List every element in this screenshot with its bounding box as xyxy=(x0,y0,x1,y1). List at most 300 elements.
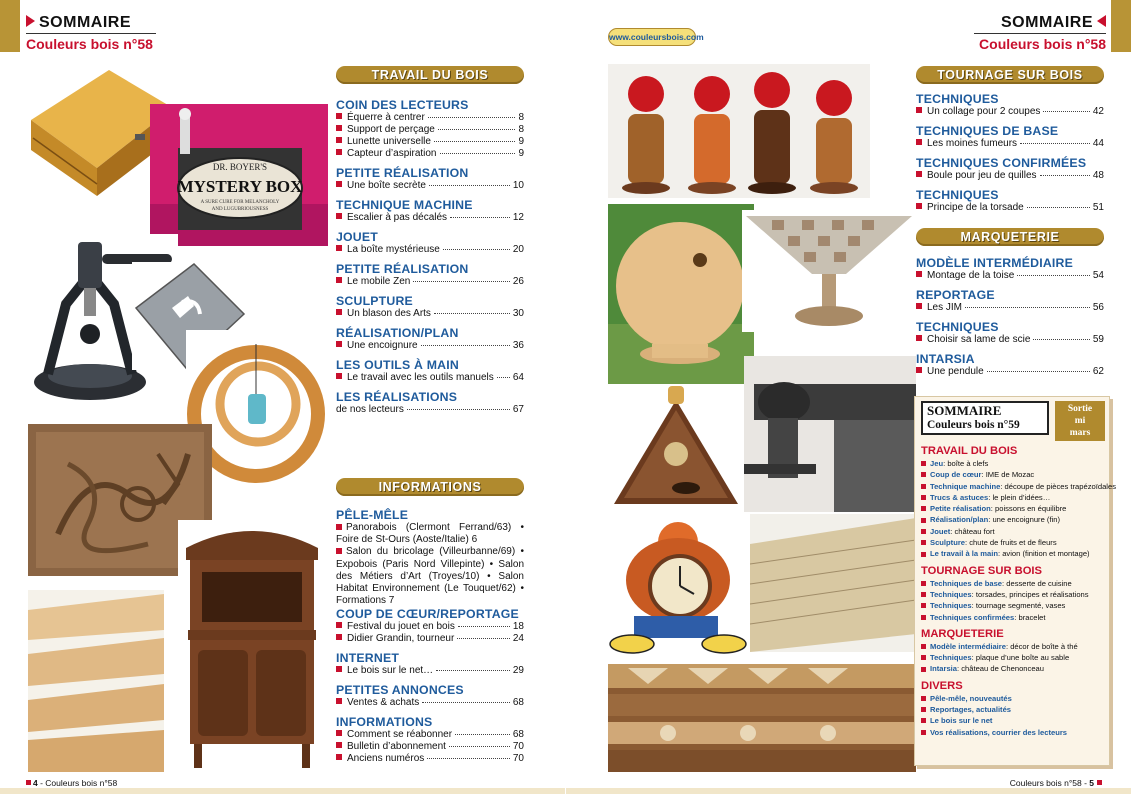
next-group-title-tournage-sur-bois: TOURNAGE SUR BOIS xyxy=(921,564,1043,577)
entry-title: Une encoignure xyxy=(347,340,418,351)
next-issue-item xyxy=(921,537,1107,548)
banner-marqueterie: MARQUETERIE xyxy=(916,228,1104,246)
next-item-description: : poissons en équilibre xyxy=(990,504,1067,514)
toc-entry[interactable] xyxy=(336,136,524,148)
dot-leader xyxy=(1033,339,1090,340)
next-issue-item xyxy=(921,704,1107,715)
toc-entry[interactable] xyxy=(336,753,524,765)
right-footer xyxy=(1010,778,1107,788)
pele-mele-paragraph-1 xyxy=(336,522,524,546)
bullet-icon xyxy=(336,113,342,119)
bullet-icon xyxy=(916,367,922,373)
bullet-icon xyxy=(336,730,342,736)
next-item-topic: Techniques xyxy=(930,589,972,599)
bullet-icon xyxy=(916,139,922,145)
toc-entry[interactable] xyxy=(336,697,524,709)
toc-entry[interactable] xyxy=(336,404,524,416)
entry-title: Équerre à centrer xyxy=(347,112,425,123)
photo-saw-blade-plywood xyxy=(750,514,916,652)
photo-marquetry-panels xyxy=(608,664,916,772)
next-issue-box xyxy=(914,396,1117,766)
toc-entry[interactable] xyxy=(916,202,1104,214)
toc-entry[interactable] xyxy=(336,340,524,352)
next-issue-item xyxy=(921,578,1107,589)
section-title-intarsia: INTARSIA xyxy=(916,352,975,366)
bullet-icon xyxy=(916,303,922,309)
toc-travail-du-bois xyxy=(336,98,524,416)
dot-leader xyxy=(440,153,516,154)
next-issue-item xyxy=(921,693,1107,704)
toc-entry[interactable] xyxy=(336,112,524,124)
bullet-icon xyxy=(921,655,926,660)
next-item-description: : avion (finition et montage) xyxy=(997,549,1090,559)
next-item-topic: Jeu xyxy=(930,459,944,468)
next-item-topic: Le travail à la main xyxy=(930,549,998,559)
section-title-petite-realisation: PETITE RÉALISATION xyxy=(336,166,469,180)
dot-leader xyxy=(422,702,510,703)
red-triangle-icon xyxy=(26,15,35,27)
bullet-icon xyxy=(921,730,926,735)
next-item-topic: Vos réalisations, courrier des lecteurs xyxy=(930,727,1068,737)
left-page xyxy=(0,0,565,800)
dot-leader xyxy=(428,117,516,118)
header-rule xyxy=(974,33,1106,34)
next-item-topic: Le bois sur le net xyxy=(930,716,993,726)
next-item-topic: Techniques xyxy=(930,653,972,663)
toc-informations xyxy=(336,508,524,765)
toc-entry[interactable] xyxy=(336,244,524,256)
section-title-modele-intermediaire: MODÈLE INTERMÉDIAIRE xyxy=(916,256,1074,270)
dot-leader xyxy=(434,141,515,142)
toc-entry[interactable] xyxy=(336,148,524,160)
dot-leader xyxy=(457,638,510,639)
dot-leader xyxy=(987,371,1090,372)
photo-old-vise xyxy=(744,356,916,512)
bullet-icon xyxy=(1097,780,1102,785)
left-footer xyxy=(26,778,117,788)
next-issue-item xyxy=(921,548,1107,559)
next-issue-item xyxy=(921,600,1107,611)
entry-page-number: 36 xyxy=(512,340,524,351)
entry-page-number: 54 xyxy=(1092,270,1104,281)
right-header xyxy=(974,14,1106,52)
dot-leader xyxy=(434,313,510,314)
entry-title: Le mobile Zen xyxy=(347,276,411,287)
toc-marqueterie xyxy=(916,256,1104,378)
bullet-icon xyxy=(921,696,926,701)
bullet-icon xyxy=(921,718,926,723)
entry-title: Une pendule xyxy=(927,366,984,377)
next-item-description: : tournage segmenté, vases xyxy=(971,601,1066,611)
section-title-realisation-plan: RÉALISATION/PLAN xyxy=(336,326,459,340)
bullet-icon xyxy=(916,271,922,277)
bullet-icon xyxy=(921,707,926,712)
bullet-icon xyxy=(921,581,926,586)
next-item-topic: Jouet xyxy=(930,526,951,536)
sign-line1: DR. BOYER'S xyxy=(212,162,268,172)
bullet-icon xyxy=(336,524,342,530)
sign-line4: AND LUGUBRIOUSNESS xyxy=(211,207,269,212)
bullet-icon xyxy=(916,171,922,177)
red-triangle-icon xyxy=(1097,15,1106,27)
dot-leader xyxy=(449,746,510,747)
next-item-topic: Sculpture xyxy=(930,538,966,548)
photo-mystery-box xyxy=(150,104,328,246)
entry-page-number: 42 xyxy=(1092,106,1104,117)
photo-bowling-ball xyxy=(608,204,754,388)
next-item-topic: Techniques xyxy=(930,601,972,611)
entry-title: Les JIM xyxy=(927,302,963,313)
entry-title: Choisir sa lame de scie xyxy=(927,334,1031,345)
next-issue-item xyxy=(921,727,1107,738)
banner-tournage-sur-bois: TOURNAGE SUR BOIS xyxy=(916,66,1104,84)
section-title-informations: INFORMATIONS xyxy=(336,715,433,730)
toc-entry[interactable] xyxy=(916,138,1104,150)
bullet-icon xyxy=(336,277,342,283)
bullet-icon xyxy=(336,754,342,760)
dot-leader xyxy=(1040,175,1090,176)
entry-title: Escalier à pas décalés xyxy=(347,212,448,223)
toc-entry[interactable] xyxy=(336,212,524,224)
next-item-description: : torsades, principes et réalisations xyxy=(971,589,1089,599)
bullet-icon xyxy=(336,245,342,251)
toc-info-sections xyxy=(336,607,524,765)
entry-page-number: 67 xyxy=(512,404,524,415)
bullet-icon xyxy=(921,603,926,608)
entry-title: Un blason des Arts xyxy=(347,308,431,319)
section-title-techniques: TECHNIQUES xyxy=(916,92,999,106)
next-issue-item xyxy=(921,458,1107,469)
bullet-icon xyxy=(336,698,342,704)
dot-leader xyxy=(443,249,510,250)
next-issue-item xyxy=(921,503,1107,514)
entry-title: Ventes & achats xyxy=(347,697,420,709)
next-item-description: : décor de boîte à thé xyxy=(1005,641,1078,651)
entry-title: Le bois sur le net… xyxy=(347,665,434,677)
bullet-icon xyxy=(336,666,342,672)
next-issue-item xyxy=(921,526,1107,537)
next-group-title-marqueterie: MARQUETERIE xyxy=(921,627,1004,640)
bullet-icon xyxy=(336,622,342,628)
entry-page-number: 8 xyxy=(518,112,524,123)
bullet-icon xyxy=(921,529,926,534)
next-item-topic: Petite réalisation xyxy=(930,504,991,514)
entry-page-number: 24 xyxy=(512,633,524,645)
entry-title: Comment se réabonner xyxy=(347,729,453,741)
bullet-icon xyxy=(336,213,342,219)
footer-text: - Couleurs bois n°58 xyxy=(37,778,118,788)
bullet-icon xyxy=(921,644,926,649)
entry-title: Une boîte secrète xyxy=(347,180,426,191)
banner-informations: INFORMATIONS xyxy=(336,478,524,496)
dot-leader xyxy=(450,217,510,218)
bullet-icon xyxy=(336,341,342,347)
toc-entry[interactable] xyxy=(336,180,524,192)
gold-edge-tab xyxy=(1111,0,1131,52)
section-title-techniques: TECHNIQUES xyxy=(916,188,999,202)
pele-mele-page-2: 7 xyxy=(388,595,395,607)
entry-page-number: 29 xyxy=(512,665,524,677)
entry-title: Anciens numéros xyxy=(347,753,425,765)
entry-page-number: 70 xyxy=(512,741,524,753)
next-item-description: : desserte de cuisine xyxy=(1002,578,1072,588)
next-item-topic: Réalisation/plan xyxy=(930,515,989,525)
dot-leader xyxy=(407,409,510,410)
next-issue-item xyxy=(921,715,1107,726)
section-title-techniques-de-base: TECHNIQUES DE BASE xyxy=(916,124,1059,138)
entry-title: Capteur d’aspiration xyxy=(347,148,437,159)
next-issue-item xyxy=(921,589,1107,600)
next-item-topic: Coup de cœur xyxy=(930,470,982,480)
entry-page-number: 12 xyxy=(512,212,524,223)
toc-entry[interactable] xyxy=(336,741,524,753)
section-title-petite-realisation: PETITE RÉALISATION xyxy=(336,262,469,276)
bullet-icon xyxy=(921,518,926,523)
section-title-petites-annonces: PETITES ANNONCES xyxy=(336,683,464,698)
entry-page-number: 68 xyxy=(512,697,524,709)
dot-leader xyxy=(1027,207,1090,208)
toc-entry[interactable] xyxy=(916,334,1104,346)
toc-entry[interactable] xyxy=(916,270,1104,282)
section-title-pele-mele: PÊLE-MÊLE xyxy=(336,508,409,522)
next-item-topic: Reportages, actualités xyxy=(930,705,1012,715)
next-item-description: : une encoignure (fin) xyxy=(988,515,1060,525)
toc-entry[interactable] xyxy=(336,308,524,320)
bullet-icon xyxy=(916,203,922,209)
next-item-description: : bracelet xyxy=(1014,612,1046,622)
bullet-icon xyxy=(921,540,926,545)
section-title-reportage: REPORTAGE xyxy=(916,288,995,302)
entry-title: Festival du jouet en bois xyxy=(347,621,455,633)
header-title xyxy=(974,14,1106,32)
next-item-description: : le plein d’idées… xyxy=(988,492,1051,502)
entry-title: Didier Grandin, tourneur xyxy=(347,633,455,645)
toc-entry[interactable] xyxy=(916,106,1104,118)
toc-entry[interactable] xyxy=(336,621,524,633)
pele-mele-page-1: 6 xyxy=(471,534,478,546)
toc-entry[interactable] xyxy=(336,276,524,288)
entry-page-number: 48 xyxy=(1092,170,1104,181)
next-item-description: : IME de Mozac xyxy=(981,470,1035,480)
photo-staggered-stair xyxy=(28,590,164,772)
next-item-topic: Techniques de base xyxy=(930,578,1003,588)
pele-mele-text-2: Salon du bricolage (Villeurbanne/69) • Expobois (Paris Nord Villepinte) • Salon des Métiers d’Art (Troyes/10) • Salon Habitat Environnement (Le Touquet/62) • Formations xyxy=(336,546,524,607)
bullet-icon xyxy=(336,548,342,554)
next-item-topic: Techniques confirmées xyxy=(930,612,1015,622)
photo-segmented-cup xyxy=(742,210,916,332)
next-item-description: : plaque d’une boîte au sable xyxy=(971,653,1070,663)
entry-page-number: 56 xyxy=(1092,302,1104,313)
section-title-techniques: TECHNIQUES xyxy=(916,320,999,334)
next-issue-title: SOMMAIRE xyxy=(927,403,1002,418)
toc-entry[interactable] xyxy=(336,372,524,384)
next-issue-number: Couleurs bois n°59 xyxy=(927,419,1020,431)
footer-page-number: 4 xyxy=(33,778,38,788)
entry-title: Le travail avec les outils manuels xyxy=(347,372,494,383)
toc-entry[interactable] xyxy=(336,633,524,645)
footer-page-number: 5 xyxy=(1089,778,1094,788)
header-title-text: SOMMAIRE xyxy=(39,14,131,31)
toc-entry[interactable] xyxy=(336,665,524,677)
dot-leader xyxy=(1043,111,1089,112)
dot-leader xyxy=(421,345,510,346)
next-issue-item xyxy=(921,514,1107,525)
bullet-icon xyxy=(921,552,926,557)
header-title-text: SOMMAIRE xyxy=(1001,14,1093,31)
bullet-icon xyxy=(921,484,926,489)
next-item-topic: Intarsia xyxy=(930,664,958,674)
next-issue-item xyxy=(921,663,1107,674)
bullet-icon xyxy=(336,634,342,640)
entry-page-number: 26 xyxy=(512,276,524,287)
next-item-description: : boîte à clefs xyxy=(943,459,989,468)
entry-page-number: 68 xyxy=(512,729,524,741)
toc-tournage-sur-bois xyxy=(916,92,1104,214)
banner-travail-du-bois: TRAVAIL DU BOIS xyxy=(336,66,524,84)
toc-entry[interactable] xyxy=(916,170,1104,182)
header-issue: Couleurs bois n°58 xyxy=(26,36,153,52)
next-issue-item xyxy=(921,481,1117,492)
section-title-technique-machine: TECHNIQUE MACHINE xyxy=(336,198,473,212)
bullet-icon xyxy=(336,309,342,315)
left-header xyxy=(26,14,156,52)
bullet-icon xyxy=(921,615,926,620)
toc-entry[interactable] xyxy=(916,366,1104,378)
section-title-les-realisations: LES RÉALISATIONS xyxy=(336,390,458,404)
website-link[interactable]: www.couleursbois.com xyxy=(608,28,696,46)
bullet-icon xyxy=(336,373,342,379)
entry-page-number: 51 xyxy=(1092,202,1104,213)
bullet-icon xyxy=(336,125,342,131)
next-group-title-travail-du-bois: TRAVAIL DU BOIS xyxy=(921,445,1018,457)
entry-title: Lunette universelle xyxy=(347,136,431,147)
next-item-description: : château fort xyxy=(950,526,995,536)
section-title-jouet: JOUET xyxy=(336,230,378,244)
footer-text: Couleurs bois n°58 - xyxy=(1009,778,1090,788)
photo-pyramid-clock xyxy=(608,384,744,514)
entry-title: Montage de la toise xyxy=(927,270,1015,281)
section-title-internet: INTERNET xyxy=(336,651,400,666)
entry-page-number: 64 xyxy=(512,372,524,383)
dot-leader xyxy=(458,626,510,627)
dot-leader xyxy=(965,307,1090,308)
entry-page-number: 59 xyxy=(1092,334,1104,345)
dot-leader xyxy=(429,185,510,186)
sign-line3: A SURE CURE FOR MELANCHOLY xyxy=(200,200,280,205)
photo-corner-cabinet xyxy=(178,520,326,772)
bullet-icon xyxy=(921,472,926,477)
bullet-icon xyxy=(921,667,926,672)
bullet-icon xyxy=(916,107,922,113)
header-issue: Couleurs bois n°58 xyxy=(979,36,1106,52)
dot-leader xyxy=(436,670,510,671)
entry-page-number: 18 xyxy=(512,621,524,633)
next-issue-item xyxy=(921,612,1107,623)
release-date-line1: Sortie xyxy=(1067,404,1093,414)
header-title xyxy=(26,14,156,32)
entry-title: La boîte mystérieuse xyxy=(347,244,440,255)
next-item-topic: Trucs & astuces xyxy=(930,492,989,502)
dot-leader xyxy=(455,734,510,735)
sign-line2: MYSTERY BOX xyxy=(177,177,303,196)
entry-title: Support de perçage xyxy=(347,124,435,135)
toc-entry[interactable] xyxy=(336,729,524,741)
next-item-description: : château de Chenonceau xyxy=(957,664,1044,674)
next-issue-item xyxy=(921,492,1107,503)
release-date-line3: mars xyxy=(1069,428,1091,438)
dot-leader xyxy=(497,377,510,378)
footer-band xyxy=(566,788,1131,794)
next-issue-item xyxy=(921,652,1107,663)
entry-title: Un collage pour 2 coupes xyxy=(927,106,1041,117)
entry-page-number: 44 xyxy=(1092,138,1104,149)
toc-entry[interactable] xyxy=(916,302,1104,314)
next-issue-contents xyxy=(921,445,1117,738)
dot-leader xyxy=(1017,275,1090,276)
entry-page-number: 8 xyxy=(518,124,524,135)
entry-title: Principe de la torsade xyxy=(927,202,1024,213)
pele-mele-text-1: Panorabois (Clermont Ferrand/63) • Foire de St-Ours (Aoste/Italie) xyxy=(336,522,524,546)
bullet-icon xyxy=(336,742,342,748)
bullet-icon xyxy=(921,506,926,511)
entry-title: de nos lecteurs xyxy=(336,404,404,415)
next-item-description: : découpe de pièces trapézoïdales xyxy=(1000,481,1117,491)
section-title-les-outils-a-main: LES OUTILS À MAIN xyxy=(336,358,459,372)
dot-leader xyxy=(427,758,510,759)
bullet-icon xyxy=(26,780,31,785)
entry-page-number: 10 xyxy=(512,180,524,191)
bullet-icon xyxy=(921,592,926,597)
next-group-title-divers: DIVERS xyxy=(921,679,963,692)
dot-leader xyxy=(413,281,510,282)
next-item-topic: Technique machine xyxy=(930,481,1001,491)
dot-leader xyxy=(438,129,516,130)
entry-page-number: 70 xyxy=(512,753,524,765)
entry-title: Bulletin d’abonnement xyxy=(347,741,446,753)
release-date-line2: mi xyxy=(1074,416,1086,426)
entry-title: Les moines fumeurs xyxy=(927,138,1018,149)
next-item-topic: Pêle-mêle, nouveautés xyxy=(930,693,1012,703)
entry-page-number: 20 xyxy=(512,244,524,255)
next-issue-header xyxy=(921,401,1049,435)
next-issue-release-date xyxy=(1055,401,1105,441)
bullet-icon xyxy=(336,181,342,187)
photo-intarsia-clock xyxy=(604,520,752,660)
section-title-coin-des-lecteurs: COIN DES LECTEURS xyxy=(336,98,469,112)
next-item-description: : chute de fruits et de fleurs xyxy=(965,538,1057,548)
next-issue-item xyxy=(921,469,1107,480)
next-item-topic: Modèle intermédiaire xyxy=(930,641,1006,651)
bullet-icon xyxy=(916,335,922,341)
toc-entry[interactable] xyxy=(336,124,524,136)
bullet-icon xyxy=(921,461,926,466)
next-issue-item xyxy=(921,641,1107,652)
footer-band xyxy=(0,788,565,794)
right-page xyxy=(566,0,1131,800)
section-title-techniques-confirmees: TECHNIQUES CONFIRMÉES xyxy=(916,156,1087,170)
dot-leader xyxy=(1020,143,1090,144)
bullet-icon xyxy=(336,137,342,143)
header-rule xyxy=(26,33,156,34)
entry-page-number: 9 xyxy=(518,136,524,147)
entry-title: Boule pour jeu de quilles xyxy=(927,170,1037,181)
section-title-sculpture: SCULPTURE xyxy=(336,294,413,308)
pele-mele-paragraph-2 xyxy=(336,546,524,607)
photo-smoking-monks xyxy=(608,64,870,198)
bullet-icon xyxy=(336,149,342,155)
gold-edge-tab xyxy=(0,0,20,52)
entry-page-number: 30 xyxy=(512,308,524,319)
